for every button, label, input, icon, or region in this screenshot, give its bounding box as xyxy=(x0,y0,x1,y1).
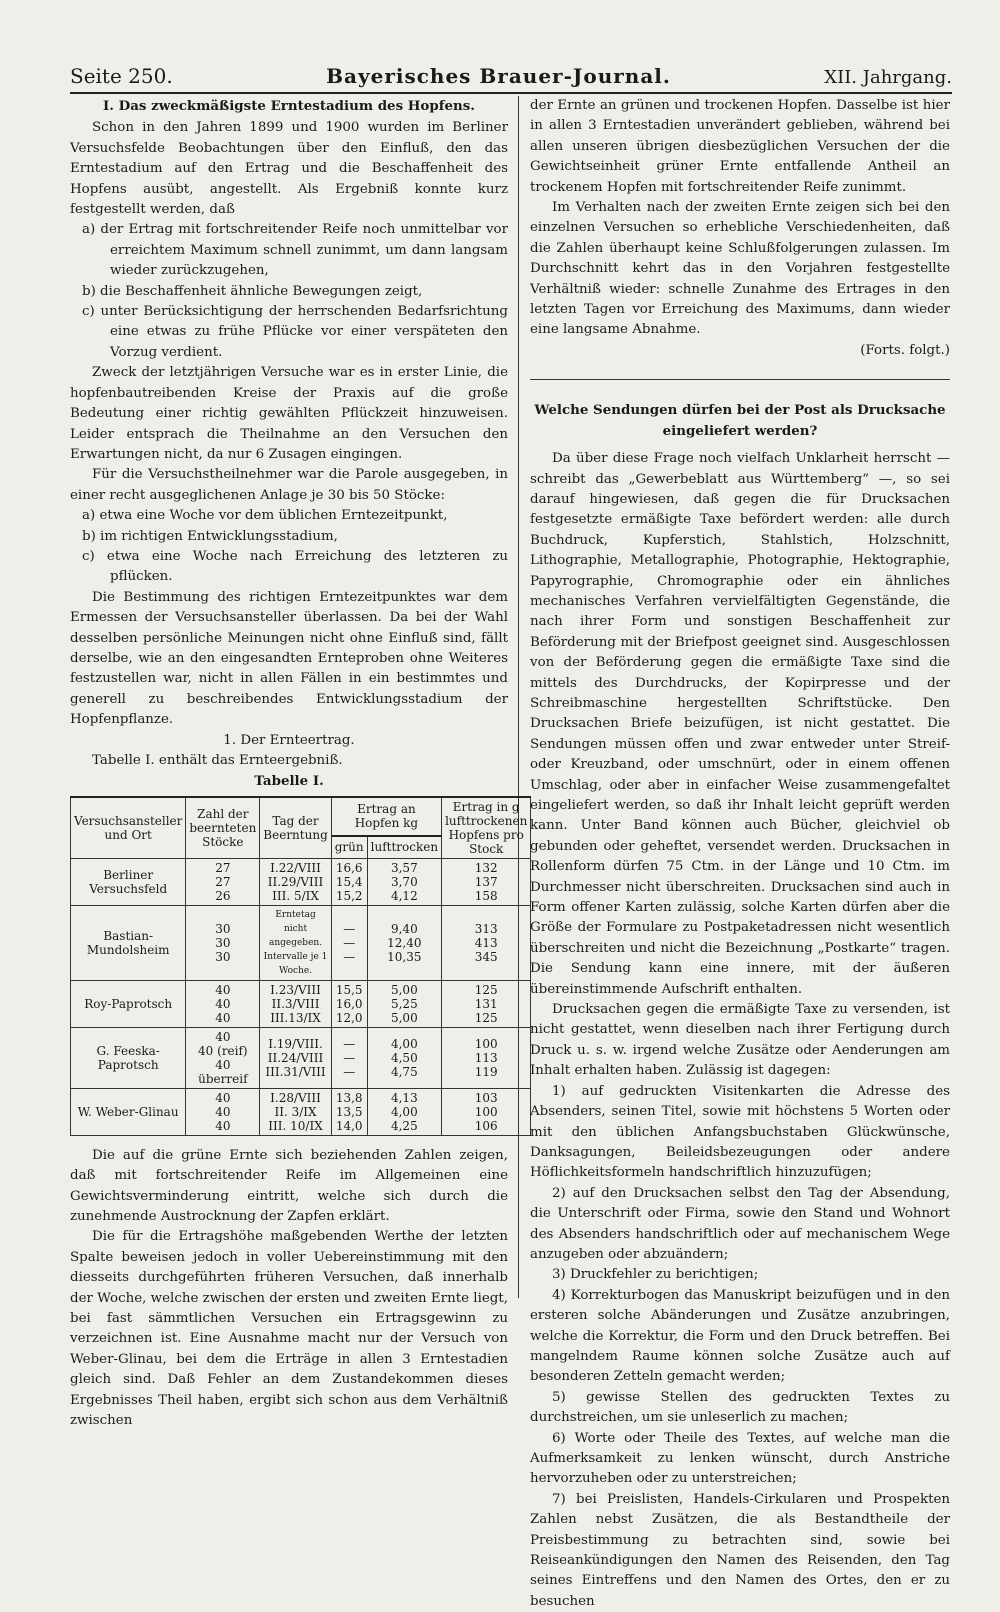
station-name: Bastian-Mundolsheim xyxy=(71,905,186,980)
harvest-note: Erntetag nicht angegeben. Intervalle je 1 Woche. xyxy=(263,909,328,976)
cell-value: 5,00 xyxy=(390,982,418,997)
cell-value: 4,13 xyxy=(390,1090,418,1105)
col-header-green: grün xyxy=(331,836,367,858)
paragraph: Schon in den Jahren 1899 und 1900 wurden im Berliner Versuchsfelde Beobachtungen über den Einfluß, den das Erntestadium auf den Ertrag und die Beschaffenheit des Hopfens ausübt, angestellt. Als Ergebniß konnte kurz festgestellt werden, daß xyxy=(70,120,508,218)
cell-value: 16,0 xyxy=(335,996,363,1011)
cell-value: 158 xyxy=(474,888,498,903)
cell-value: 26 xyxy=(215,888,231,903)
table-cell xyxy=(331,1088,367,1135)
paragraph: Im Verhalten nach der zweiten Ernte zeigen sich bei den einzelnen Versuchen so erhebliche Verschiedenheiten, daß die Zahlen überhaupt keine Schlußfolgerungen zulassen. Im Durchschnitt kehrt das in den Vorjahren festgestellte Verhältniß wieder: schnelle Zunahme des Ertrages in den letzten Tagen vor Erreichung des Maximums, dann wieder eine langsame Abnahme. xyxy=(530,200,950,338)
cell-value: I.28/VIII xyxy=(270,1090,321,1105)
list-item: a) etwa eine Woche vor dem üblichen Erntezeitpunkt, xyxy=(82,508,448,524)
cell-value: 4,25 xyxy=(390,1118,418,1133)
col-header-per-stock: Ertrag in g lufttrockenen Hopfens pro Stock xyxy=(442,797,531,859)
cell-value: III.13/IX xyxy=(270,1010,321,1025)
cell-value: 5,25 xyxy=(390,996,418,1011)
cell-value: 345 xyxy=(474,949,498,964)
table-cell xyxy=(331,858,367,905)
station-name: Berliner Versuchsfeld xyxy=(71,858,186,905)
paragraph: Die für die Ertragshöhe maßgebenden Werthe der letzten Spalte beweisen jedoch in voller Uebereinstimmung mit den diesseits durchgeführten früheren Versuchen, daß innerhalb der Woche, welche zwischen der ersten und zweiten Ernte liegt, bei fast sämmtlichen Versuchen ein Ertragsgewinn zu verzeichnen ist. Eine Ausnahme macht nur der Versuch von Weber-Glinau, bei dem die Erträge in allen 3 Erntestadien gleich sind. Daß Fehler an dem Zustandekommen dieses Ergebnisses Theil haben, ergibt sich schon aus dem Verhältniß zwischen xyxy=(70,1229,508,1429)
table-cell xyxy=(186,1027,260,1088)
cell-value: 10,35 xyxy=(387,949,422,964)
cell-value: 9,40 xyxy=(390,921,418,936)
cell-value: 106 xyxy=(474,1118,498,1133)
cell-value: II.29/VIII xyxy=(267,874,324,889)
table-cell xyxy=(367,980,441,1027)
cell-value: 131 xyxy=(474,996,498,1011)
cell-value: 40 (reif) xyxy=(198,1043,248,1058)
table-cell xyxy=(186,980,260,1027)
cell-value: 113 xyxy=(474,1050,498,1065)
paragraph: Da über diese Frage noch vielfach Unklarheit herrscht — schreibt das „Gewerbeblatt aus Württemberg“ —, so sei darauf hingewiesen, daß gegen die für Drucksachen festgesetzte ermäßigte Taxe befördert werden: alle durch Buchdruck, Kupferstich, Stahlstich, Holzschnitt, Lithographie, Metallographie, Photographie, Hektographie, Papyrographie, Chromographie oder ein ähnliches mechanisches Verfahren vervielfältigten Gegenstände, die nach ihrer Form und sonstigen Beschaffenheit zur Beförderung mit der Briefpost geeignet sind. Ausgeschlossen von der Beförderung gegen die ermäßigte Taxe sind die mittels des Durchdrucks, der Kopirpresse und der Schreibmaschine hergestellten Schriftstücke. Den Drucksachen Briefe beizufügen, ist nicht gestattet. Die Sendungen müssen offen und zwar entweder unter Streif- oder Kreuzband, oder umschnürt, oder in einem offenen Umschlag, oder aber in einfacher Weise zusammengefaltet eingeliefert werden, so daß ihr Inhalt leicht geprüft werden kann. Unter Band können auch Bücher, gleichviel ob gebunden oder geheftet, versendet werden. Drucksachen in Rollenform dürfen 75 Ctm. in der Länge und 10 Ctm. im Durchmesser nicht überschreiten. Drucksachen sind auch in Form offener Karten zulässig, solche Karten dürfen aber die Größe der Formulare zu Postpaketadressen nicht wesentlich überschreiten und nicht die Bezeichnung „Postkarte“ tragen. Die Sendung kann eine innere, mit der äußeren übereinstimmende Aufschrift enthalten. xyxy=(530,451,950,997)
left-column xyxy=(70,96,528,1429)
table-cell xyxy=(186,905,260,980)
list-item: b) im richtigen Entwicklungsstadium, xyxy=(82,528,338,544)
page-header xyxy=(70,56,952,94)
cell-value: I.22/VIII xyxy=(270,860,321,875)
paragraph: Die auf die grüne Ernte sich beziehenden Zahlen zeigen, daß mit fortschreitender Reife im Allgemeinen eine Gewichtsverminderung eintritt, welche sich durch die zunehmende Austrocknung der Zapfen erklärt. xyxy=(70,1147,508,1225)
table-row xyxy=(71,1088,531,1135)
cell-value: 40 xyxy=(215,1118,231,1133)
cell-value: — xyxy=(343,1064,356,1079)
table-cell xyxy=(442,980,531,1027)
cell-value: 100 xyxy=(474,1104,498,1119)
table-cell xyxy=(331,905,367,980)
list-item: 5) gewisse Stellen des gedruckten Textes zu durchstreichen, um sie unleserlich zu machen; xyxy=(530,1389,950,1426)
cell-value: II. 3/IX xyxy=(274,1104,317,1119)
table-cell xyxy=(331,1027,367,1088)
list-item: 4) Korrekturbogen das Manuskript beizufügen und in den ersteren solche Abänderungen und Zusätze anzubringen, welche die Korrektur, die Form und den Druck betreffen. Bei mangelndem Raume können solche Zusätze auch auf besonderen Zetteln gemacht werden; xyxy=(530,1287,950,1385)
col-header-day: Tag der Beerntung xyxy=(260,797,331,859)
cell-value: 132 xyxy=(474,860,498,875)
station-name: W. Weber-Glinau xyxy=(71,1088,186,1135)
cell-value: 3,70 xyxy=(390,874,418,889)
table-row xyxy=(71,905,531,980)
cell-value: 27 xyxy=(215,874,231,889)
cell-value: I.23/VIII xyxy=(270,982,321,997)
cell-value: 40 xyxy=(215,1090,231,1105)
cell-value: 4,50 xyxy=(390,1050,418,1065)
paragraph: Drucksachen gegen die ermäßigte Taxe zu versenden, ist nicht gestattet, wenn dieselben nach ihrer Fertigung durch Druck u. s. w. irgend welche Zusätze oder Aenderungen am Inhalt erhalten haben. Zulässig ist dagegen: xyxy=(530,1002,950,1079)
cell-value: 40 xyxy=(215,1104,231,1119)
list-item: 1) auf gedruckten Visitenkarten die Adresse des Absenders, seinen Titel, sowie mit höchstens 5 Worten oder mit den üblichen Anfangsbuchstaben Glückwünsche, Danksagungen, Beileidsbezeugungen oder andere Höflichkeitsformeln handschriftlich hinzuzufügen; xyxy=(530,1083,950,1181)
cell-value: 13,8 xyxy=(335,1090,363,1105)
table-cell xyxy=(186,1088,260,1135)
table-cell xyxy=(367,905,441,980)
cell-value: 30 xyxy=(215,935,231,950)
section-title: I. Das zweckmäßigste Erntestadium des Hopfens. xyxy=(103,98,475,114)
list-item: c) unter Berücksichtigung der herrschenden Bedarfsrichtung eine etwas zu frühe Pflücke vor einer verspäteten den Vorzug verdient. xyxy=(82,304,508,360)
cell-value: 100 xyxy=(474,1036,498,1051)
continuation-note: (Forts. folgt.) xyxy=(860,342,950,358)
table-cell xyxy=(442,1027,531,1088)
col-header-station: Versuchsansteller und Ort xyxy=(71,797,186,859)
yield-table xyxy=(70,796,531,1136)
table-cell xyxy=(442,858,531,905)
cell-value: 3,57 xyxy=(390,860,418,875)
table-cell xyxy=(186,858,260,905)
cell-value: 27 xyxy=(215,860,231,875)
journal-title: Bayerisches Brauer-Journal. xyxy=(326,64,671,88)
list-item: 6) Worte oder Theile des Textes, auf welche man die Aufmerksamkeit zu lenken wünscht, durch Anstriche hervorzuheben oder zu unterstreichen; xyxy=(530,1430,950,1487)
cell-value: — xyxy=(343,921,356,936)
cell-value: — xyxy=(343,949,356,964)
table-cell xyxy=(367,1027,441,1088)
volume: XII. Jahrgang. xyxy=(824,67,952,88)
cell-value: III.31/VIII xyxy=(265,1064,326,1079)
cell-value: 137 xyxy=(474,874,498,889)
paragraph: Für die Versuchstheilnehmer war die Parole ausgegeben, in einer recht ausgeglichenen Anlage je 30 bis 50 Stöcke: xyxy=(70,467,508,503)
table-row xyxy=(71,980,531,1027)
cell-value: 4,75 xyxy=(390,1064,418,1079)
cell-value: III. 5/IX xyxy=(272,888,319,903)
table-cell xyxy=(260,1027,331,1088)
table-title: Tabelle I. xyxy=(254,773,324,790)
cell-value: 413 xyxy=(474,935,498,950)
cell-value: 15,2 xyxy=(335,888,363,903)
table-cell xyxy=(331,980,367,1027)
table-cell xyxy=(260,858,331,905)
table-cell xyxy=(260,980,331,1027)
cell-value: 15,4 xyxy=(335,874,363,889)
cell-value: 125 xyxy=(474,982,498,997)
paragraph: der Ernte an grünen und trockenen Hopfen. Dasselbe ist hier in allen 3 Erntestadien unverändert geblieben, während bei allen unseren übrigen diesbezüglichen Versuchen der die Gewichtseinheit grüner Ernte entfallende Antheil an trockenem Hopfen mit fortschreitender Reife zunimmt. xyxy=(530,98,950,195)
table-cell xyxy=(260,1088,331,1135)
cell-value: 12,0 xyxy=(335,1010,363,1025)
table-row xyxy=(71,1027,531,1088)
cell-value: 14,0 xyxy=(335,1118,363,1133)
cell-value: 12,40 xyxy=(387,935,422,950)
list-item: 3) Druckfehler zu berichtigen; xyxy=(552,1267,759,1283)
article-divider xyxy=(530,379,950,380)
right-column xyxy=(530,96,950,1609)
cell-value: 313 xyxy=(474,921,498,936)
cell-value: 40 überreif xyxy=(198,1057,248,1086)
list-item: 7) bei Preislisten, Handels-Cirkularen und Prospekten Zahlen nebst Zusätzen, die als Bestandtheile der Preisbestimmung zu betrachten sind, sowie bei Reiseankündigungen den Namen des Reisenden, den Tag seines Eintreffens und den Namen des Ortes, den er zu besuchen xyxy=(530,1491,950,1609)
table-body xyxy=(71,858,531,1135)
cell-value: I.19/VIII. xyxy=(268,1036,323,1051)
table-row xyxy=(71,858,531,905)
cell-value: II.24/VIII xyxy=(267,1050,324,1065)
list-item: c) etwa eine Woche nach Erreichung des letzteren zu pflücken. xyxy=(82,548,508,585)
cell-value: 16,6 xyxy=(335,860,363,875)
station-name: Roy-Paprotsch xyxy=(71,980,186,1027)
cell-value: — xyxy=(343,1050,356,1065)
paragraph: Die Bestimmung des richtigen Erntezeitpunktes war dem Ermessen der Versuchsansteller überlassen. Da bei der Wahl desselben persönliche Meinungen nicht ohne Einfluß sind, fällt derselbe, wie an den eingesandten Ernteproben ohne Weiteres festzustellen war, nicht in allen Fällen in ein bestimmtes und generell zu beschreibendes Entwicklungsstadium der Hopfenpflanze. xyxy=(70,589,508,728)
cell-value: 40 xyxy=(215,996,231,1011)
cell-value: 40 xyxy=(215,1029,231,1044)
table-cell xyxy=(367,858,441,905)
table-cell xyxy=(367,1088,441,1135)
col-header-yield: Ertrag an Hopfen kg xyxy=(331,797,441,836)
cell-value: 30 xyxy=(215,921,231,936)
cell-value: 5,00 xyxy=(390,1010,418,1025)
cell-value: — xyxy=(343,1036,356,1051)
table-cell xyxy=(260,905,331,980)
cell-value: 119 xyxy=(474,1064,498,1079)
list-item: b) die Beschaffenheit ähnliche Bewegungen zeigt, xyxy=(82,283,423,299)
paragraph: Tabelle I. enthält das Ernteergebniß. xyxy=(92,753,343,768)
list-item: 2) auf den Drucksachen selbst den Tag der Absendung, die Unterschrift oder Firma, sowie den Stand und Wohnort des Absenders handschriftlich oder auf mechanischem Wege anzugeben oder abzuändern; xyxy=(530,1185,950,1262)
table-cell xyxy=(442,1088,531,1135)
list-item: a) der Ertrag mit fortschreitender Reife noch unmittelbar vor erreichtem Maximum schnell zunimmt, um dann langsam wieder zurückzugehen, xyxy=(82,222,508,279)
cell-value: 103 xyxy=(474,1090,498,1105)
cell-value: 4,00 xyxy=(390,1104,418,1119)
table-cell xyxy=(442,905,531,980)
cell-value: 125 xyxy=(474,1010,498,1025)
subheading: 1. Der Ernteertrag. xyxy=(223,732,355,748)
cell-value: 4,12 xyxy=(390,888,418,903)
cell-value: 13,5 xyxy=(335,1104,363,1119)
paragraph: Zweck der letztjährigen Versuche war es in erster Linie, die hopfenbautreibenden Kreise der Praxis auf die große Bedeutung einer richtig gewählten Pflückzeit hinzuweisen. Leider entsprach die Theilnahme an den Versuchen den Erwartungen nicht, da nur 6 Zusagen eingingen. xyxy=(70,365,508,462)
cell-value: 4,00 xyxy=(390,1036,418,1051)
col-header-dry: lufttrocken xyxy=(367,836,441,858)
col-header-stocks: Zahl der beernteten Stöcke xyxy=(186,797,260,859)
cell-value: 30 xyxy=(215,949,231,964)
cell-value: III. 10/IX xyxy=(268,1118,323,1133)
station-name: G. Feeska-Paprotsch xyxy=(71,1027,186,1088)
cell-value: — xyxy=(343,935,356,950)
cell-value: 40 xyxy=(215,982,231,997)
cell-value: 15,5 xyxy=(335,982,363,997)
cell-value: II.3/VIII xyxy=(271,996,320,1011)
article-title: Welche Sendungen dürfen bei der Post als Drucksache eingeliefert werden? xyxy=(534,402,946,439)
page-number: Seite 250. xyxy=(70,64,173,88)
cell-value: 40 xyxy=(215,1010,231,1025)
